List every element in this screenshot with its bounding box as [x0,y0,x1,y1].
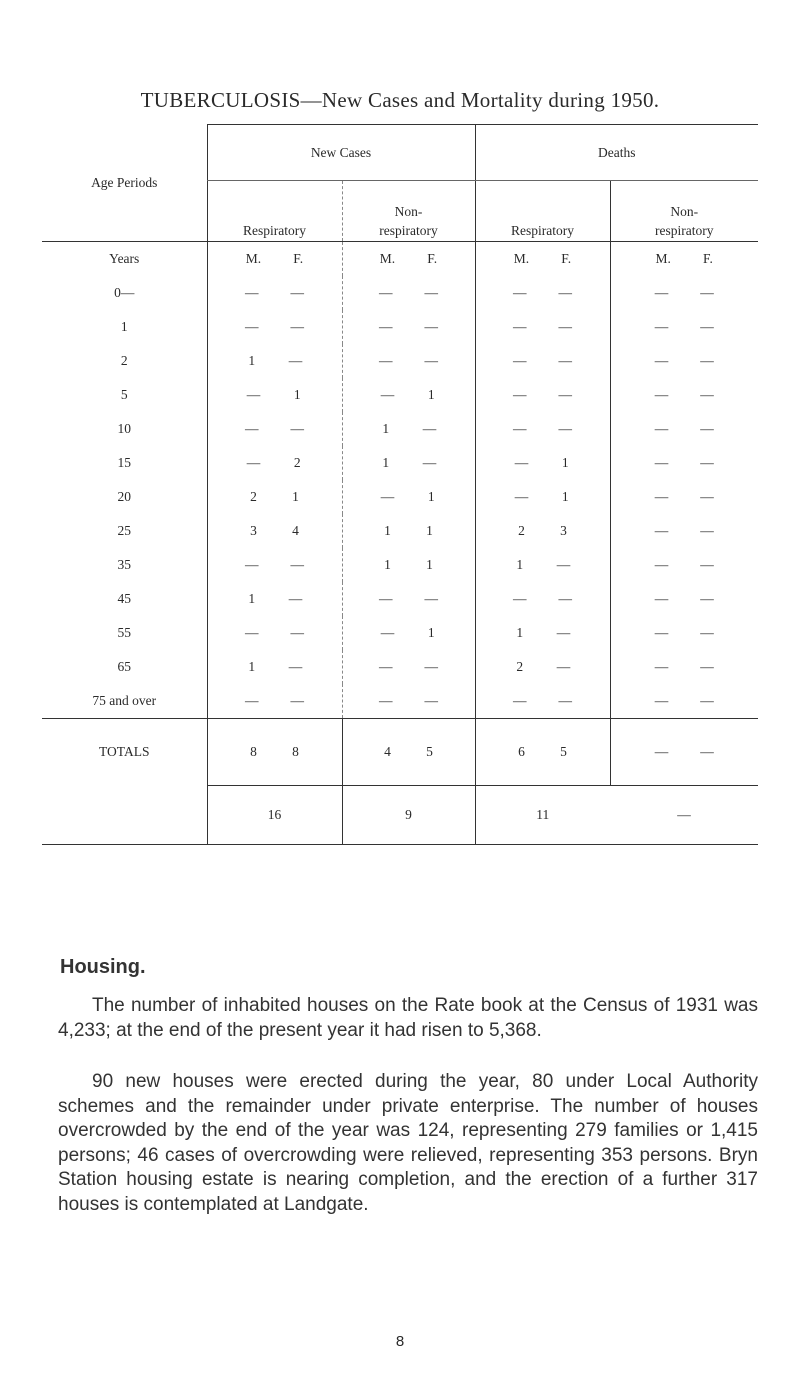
male-count: — [654,387,669,402]
male-count: 1 [248,659,256,674]
female-count: — [558,591,572,606]
female-count: — [700,693,714,708]
female-count: — [290,557,304,572]
male-count: 1 [516,557,524,572]
deaths-header: Deaths [475,125,758,181]
totals-label: TOTALS [42,719,207,786]
sum-new-respiratory: 16 [207,786,342,845]
male-count: — [513,285,527,300]
age-period-cell: 20 [117,489,131,504]
male-count: — [246,455,261,470]
female-count: — [288,591,303,606]
mf-male-label: M. [655,251,671,266]
female-count: — [556,625,571,640]
female-count: — [558,693,572,708]
total-value: 8 [292,744,299,759]
housing-heading: Housing. [60,956,146,978]
female-count: — [424,659,438,674]
male-count: — [654,455,669,470]
age-period-cell: 75 and over [92,693,157,708]
table-row [42,616,758,650]
male-count: 1 [248,591,256,606]
male-count: — [513,591,527,606]
female-count: — [424,319,438,334]
age-period-cell: 10 [117,421,131,436]
table-row [42,344,758,378]
female-count: — [700,387,714,402]
female-count: — [422,455,437,470]
male-count: 1 [382,421,390,436]
age-period-cell: 0— [114,285,135,300]
table-row [42,378,758,412]
male-count: — [654,659,669,674]
male-count: — [245,625,259,640]
female-count: — [700,523,714,538]
male-count: — [654,591,669,606]
page-number: 8 [395,1333,405,1350]
female-count: — [558,387,572,402]
male-count: — [513,353,527,368]
male-count: — [654,557,669,572]
female-count: — [700,319,714,334]
table-row [42,276,758,310]
male-count: — [245,693,259,708]
female-count: — [700,591,714,606]
female-count: — [700,353,714,368]
female-count: 4 [292,523,299,538]
sum-deaths-non-respiratory: — [610,786,758,845]
male-count: — [380,387,395,402]
age-period-cell: 5 [120,387,128,402]
age-period-cell: 1 [120,319,128,334]
sum-new-non-respiratory: 9 [342,786,475,845]
sub-header-new-non-respiratory: Non- respiratory [342,181,475,242]
female-count: 1 [561,489,569,504]
male-count: 2 [516,659,524,674]
female-count: — [290,285,304,300]
female-count: 1 [427,387,435,402]
age-period-cell: 65 [117,659,131,674]
male-count: — [245,319,259,334]
female-count: — [558,319,572,334]
age-period-cell: 25 [117,523,131,538]
age-period-cell: 45 [117,591,131,606]
male-count: — [513,693,527,708]
total-value: 6 [518,744,525,759]
housing-paragraph-1: The number of inhabited houses on the Rate book at the Census of 1931 was 4,233; at the end of the present year it had risen to 5,368. [58,995,758,1041]
total-value: — [654,744,669,759]
female-count: — [424,285,438,300]
male-count: — [379,659,393,674]
male-count: — [379,353,393,368]
age-periods-header: Age Periods [42,125,207,242]
tuberculosis-table [42,124,758,845]
male-count: 1 [384,557,391,572]
mf-male-label: M. [513,251,530,266]
male-count: — [379,319,393,334]
male-count: — [245,285,259,300]
male-count: 3 [250,523,257,538]
male-count: — [654,319,669,334]
male-count: — [379,285,393,300]
male-count: — [380,625,395,640]
table-body [42,276,758,719]
housing-paragraph-2: 90 new houses were erected during the year, 80 under Local Authority schemes and the remainder under private enterprise. The number of houses overcrowded by the end of the year was 124, representing 279 families or 1,415 persons; 46 cases of overcrowding were relieved, representing 353 persons. Bryn Station housing estate is nearing completion, and the erection of a further 317 houses is contemplated at Landgate. [58,1071,758,1215]
female-count: — [700,659,714,674]
total-value: 4 [384,744,391,759]
female-count: — [556,557,571,572]
female-count: — [424,693,438,708]
female-count: — [288,659,303,674]
table-row [42,650,758,684]
total-value: 8 [250,744,257,759]
sum-deaths-respiratory: 11 [475,786,610,845]
male-count: — [379,591,393,606]
female-count: — [558,353,572,368]
male-count: 2 [518,523,525,538]
female-count: — [556,659,571,674]
mf-female-label: F. [703,251,713,266]
page-title: TUBERCULOSIS—New Cases and Mortality during 1950. [140,88,660,112]
sub-header-deaths-respiratory: Respiratory [475,181,610,242]
male-count: 2 [250,489,257,504]
male-count: — [514,489,529,504]
sub-header-new-respiratory: Respiratory [207,181,342,242]
female-count: 1 [426,523,433,538]
female-count: 1 [561,455,569,470]
male-count: 1 [384,523,391,538]
female-count: 1 [293,387,301,402]
male-count: — [654,625,669,640]
table-row [42,480,758,514]
male-count: — [654,421,669,436]
mf-female-label: F. [293,251,304,266]
female-count: — [700,489,714,504]
male-count: — [654,489,669,504]
age-period-cell: 15 [117,455,131,470]
female-count: 1 [427,625,435,640]
male-count: — [654,353,669,368]
female-count: 1 [427,489,435,504]
female-count: — [558,421,572,436]
table-row [42,684,758,719]
table-row [42,310,758,344]
female-count: 2 [293,455,301,470]
female-count: — [700,625,714,640]
total-value: 5 [560,744,567,759]
male-count: — [513,421,527,436]
total-value: — [700,744,714,759]
male-count: — [513,319,527,334]
table-row [42,514,758,548]
female-count: 1 [426,557,433,572]
female-count: — [700,285,714,300]
male-count: — [654,693,669,708]
female-count: — [424,353,438,368]
age-period-cell: 35 [117,557,131,572]
male-count: — [654,285,669,300]
table-row [42,446,758,480]
age-period-cell: 55 [117,625,131,640]
table-row [42,582,758,616]
female-count: — [424,591,438,606]
female-count: — [422,421,437,436]
female-count: — [558,285,572,300]
female-count: — [290,693,304,708]
female-count: 3 [560,523,567,538]
age-period-cell: 2 [120,353,128,368]
female-count: 1 [292,489,299,504]
male-count: 1 [248,353,256,368]
female-count: — [290,421,304,436]
male-count: 1 [382,455,390,470]
male-count: — [514,455,529,470]
sub-header-deaths-non-respiratory: Non- respiratory [610,181,758,242]
mf-male-label: M. [245,251,262,266]
table-row [42,548,758,582]
total-value: 5 [426,744,433,759]
table-row [42,412,758,446]
female-count: — [290,625,304,640]
male-count: — [246,387,261,402]
male-count: — [245,557,259,572]
female-count: — [290,319,304,334]
male-count: — [245,421,259,436]
female-count: — [700,421,714,436]
mf-female-label: F. [561,251,572,266]
male-count: 1 [516,625,524,640]
years-label: Years [109,251,140,266]
mf-male-label: M. [379,251,396,266]
female-count: — [700,455,714,470]
female-count: — [288,353,303,368]
male-count: — [379,693,393,708]
female-count: — [700,557,714,572]
mf-female-label: F. [427,251,438,266]
male-count: — [654,523,669,538]
male-count: — [513,387,527,402]
male-count: — [380,489,395,504]
new-cases-header: New Cases [207,125,475,181]
